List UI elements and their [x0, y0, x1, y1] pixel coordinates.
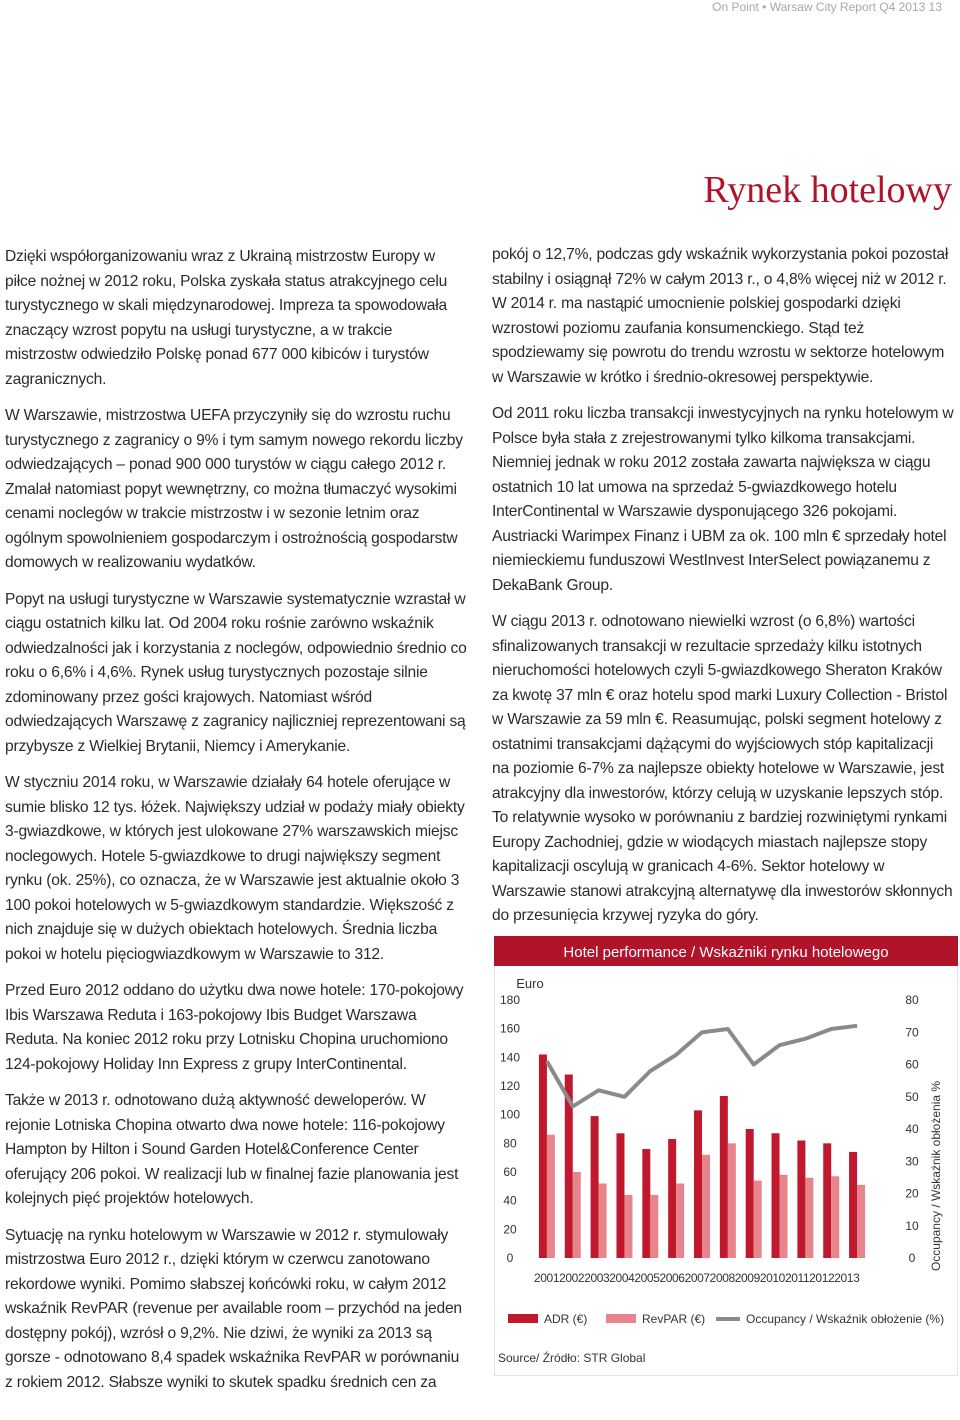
- right-column: [492, 243, 954, 941]
- left-column: [5, 245, 467, 1407]
- revpar-bar: [599, 1183, 607, 1258]
- paragraph: Sytuację na rynku hotelowym w Warszawie w 2012 r. stymulowały mistrzostwa Euro 2012 r., dzięki którym w czerwcu zanotowano rekordowe wyniki. Pomimo słabszej końcówki roku, w całym 2012 wskaźnik RevPAR (revenue per available room – przychód na jeden dostępny pokój), wzrósł o 9,2%. Nie dziwi, że wyniki za 2013 są gorsze - odnotowano 8,4 spadek wskaźnika RevPAR w porównaniu z rokiem 2012. Słabsze wyniki to skutek spadku średnich cen za: [5, 1226, 462, 1391]
- y-tick-left: 180: [499, 993, 521, 1007]
- adr-bar: [849, 1152, 857, 1258]
- y-tick-right: 10: [905, 1218, 919, 1233]
- occupancy-line: [547, 1026, 857, 1107]
- paragraph: W Warszawie, mistrzostwa UEFA przyczyniły się do wzrostu ruchu turystycznego z zagranicy o 9% i tym samym nowego rekordu liczby odwiedzających – ponad 900 000 turystów w ciągu całego 2012 r. Zmalał natomiast popyt wewnętrzny, co można tłumaczyć wysokimi cenami noclegów w trakcie mistrzostw i w sezonie letnim oraz ogólnym spowolnieniem gospodarczym i ostrożnością gospodarstw domowych w realizowaniu wydatków.: [5, 407, 463, 571]
- y-tick-left: 140: [499, 1050, 521, 1065]
- paragraph: Od 2011 roku liczba transakcji inwestycyjnych na rynku hotelowym w Polsce była stała z zrejestrowanymi tylko kilkoma transakcjami. Niemniej jednak w roku 2012 została zawarta największa w ciągu ostatnich 10 lat umowa na sprzedaż 5-gwiazdkowego hotelu InterContinental w Warszawie dysponującego 326 pokojami. Austriacki Warimpex Finanz i UBM za ok. 100 mln € sprzedały hotel niemieckiemu funduszowi WestInvest InterSelect powiązanemu z DekaBank Group.: [492, 405, 954, 594]
- y-tick-right: 0: [908, 1251, 916, 1265]
- section-title: Rynek hotelowy: [703, 169, 952, 211]
- adr-bar: [616, 1133, 624, 1258]
- x-axis-categories: 2001200220032004200520062007200820092010201120122013: [534, 1271, 860, 1285]
- y-tick-right: 30: [905, 1154, 919, 1169]
- chart-source: Source/ Źródło: STR Global: [498, 1351, 646, 1365]
- revpar-bar: [650, 1195, 658, 1258]
- chart-svg: [494, 936, 958, 1376]
- y-tick-right: 80: [905, 993, 919, 1007]
- y-tick-left: 40: [503, 1193, 517, 1208]
- adr-bar: [591, 1116, 599, 1258]
- revpar-bar: [676, 1183, 684, 1258]
- revpar-bar: [573, 1172, 581, 1258]
- revpar-bar: [780, 1175, 788, 1258]
- legend-label-occupancy: Occupancy / Wskaźnik obłożenie (%): [746, 1312, 945, 1326]
- paragraph: pokój o 12,7%, podczas gdy wskaźnik wykorzystania pokoi pozostał stabilny i osiągnął 72% w całym 2013 r., o 4,8% więcej niż w 2012 r. W 2014 r. ma nastąpić umocnienie polskiej gospodarki dzięki wzrostowi poziomu zaufania konsumenckiego. Stąd też spodziewamy się powrotu do trendu wzrostu w sektorze hotelowym w Warszawie w krótko i średnio-okresowej perspektywie.: [492, 246, 949, 386]
- adr-bar: [746, 1129, 754, 1258]
- chart-title: Hotel performance / Wskaźniki rynku hotelowego: [563, 944, 889, 961]
- y-tick-left: 100: [499, 1107, 521, 1122]
- revpar-bar: [702, 1155, 710, 1258]
- hotel-performance-chart: [494, 936, 958, 1376]
- paragraph: Dzięki współorganizowaniu wraz z Ukrainą mistrzostw Europy w piłce nożnej w 2012 roku, Polska zyskała status atrakcyjnego celu turystycznego w skali międzynarodowej. Impreza ta spowodowała znaczący wzrost popytu na usługi turystyczne, a w trakcie mistrzostw odwiedziło Polskę ponad 677 000 kibiców i turystów zagranicznych.: [5, 248, 448, 388]
- revpar-bar: [728, 1143, 736, 1258]
- revpar-bar: [754, 1181, 762, 1258]
- adr-bar: [642, 1149, 650, 1258]
- legend-swatch-revpar: [606, 1314, 636, 1323]
- paragraph: Także w 2013 r. odnotowano dużą aktywność deweloperów. W rejonie Lotniska Chopina otwarto dwa nowe hotele: 116-pokojowy Hampton by Hilton i Sound Garden Hotel&Conference Center oferujący 206 pokoi. W realizacji lub w finalnej fazie planowania jest kolejnych pięć projektów hotelowych.: [5, 1092, 459, 1207]
- y-tick-right: 40: [905, 1122, 919, 1136]
- adr-bar: [823, 1143, 831, 1258]
- legend-label-revpar: RevPAR (€): [642, 1312, 706, 1326]
- revpar-bar: [547, 1135, 555, 1258]
- adr-bar: [772, 1133, 780, 1258]
- y-tick-right: 60: [905, 1057, 919, 1072]
- running-header: [0, 0, 960, 22]
- y-tick-left: 160: [499, 1021, 521, 1036]
- paragraph: W styczniu 2014 roku, w Warszawie działały 64 hotele oferujące w sumie blisko 12 tys. łóżek. Największy udział w podaży miały obiekty 3-gwiazdkowe, w których jest ulokowane 27% warszawskich miejsc noclegowych. Hotele 5-gwiazdkowe to drugi największy segment rynku (ok. 25%), co oznacza, że w Warszawie jest aktualnie około 3 100 pokoi hotelowych w 5-gwiazdkowym standardzie. Większość z nich znajduje się w dużych obiektach hotelowych. Średnia liczba pokoi w hotelu pięciogwiazdkowym w Warszawie to 312.: [5, 774, 465, 963]
- adr-bar: [668, 1139, 676, 1258]
- legend-label-adr: ADR (€): [544, 1312, 588, 1326]
- y-tick-right: 20: [905, 1186, 919, 1201]
- y-tick-left: 20: [503, 1222, 517, 1237]
- paragraph: Przed Euro 2012 oddano do użytku dwa nowe hotele: 170-pokojowy Ibis Warszawa Reduta i 163-pokojowy Ibis Budget Warszawa Reduta. Na koniec 2012 roku przy Lotnisku Chopina uruchomiono 124-pokojowy Holiday Inn Express z grupy InterContinental.: [5, 982, 464, 1073]
- y-tick-right: 70: [905, 1025, 919, 1040]
- paragraph: W ciągu 2013 r. odnotowano niewielki wzrost (o 6,8%) wartości sfinalizowanych transakcji w rezultacie sprzedaży kilku istotnych nieruchomości hotelowych czyli 5-gwiazdkowego Sheraton Kraków za kwotę 37 mln € oraz hotelu spod marki Luxury Collection - Bristol w Warszawie za 59 mln €. Reasumując, polski segment hotelowy z ostatnimi transakcjami dążącymi do wyjściowych stóp kapitalizacji na poziomie 6-7% za najlepsze obiekty hotelowe w Warszawie, jest atrakcyjny dla inwestorów, którzy celują w uzyskanie lepszych stóp. To relatywnie wysoko w porównaniu z bardziej rozwiniętymi rynkami Europy Zachodniej, gdzie w wiodących miastach najlepsze stopy kapitalizacji oscylują w granicach 4-6%. Sektor hotelowy w Warszawie stanowi atrakcyjną alternatywę dla inwestorów skłonnych do przesunięcia krzywej ryzyka do góry.: [492, 613, 953, 924]
- y-tick-left: 60: [503, 1165, 517, 1179]
- y-tick-right: 50: [905, 1089, 919, 1104]
- y-axis-right-label: Occupancy / Wskaźnik obłożenia %: [929, 1080, 943, 1272]
- adr-bar: [720, 1096, 728, 1258]
- y-tick-left: 0: [506, 1251, 514, 1265]
- adr-bar: [539, 1054, 547, 1258]
- y-tick-left: 80: [503, 1136, 517, 1151]
- y-tick-left: 120: [499, 1079, 521, 1093]
- running-header-text: On Point • Warsaw City Report Q4 2013 13: [712, 0, 942, 14]
- revpar-bar: [805, 1178, 813, 1258]
- revpar-bar: [857, 1185, 865, 1258]
- revpar-bar: [831, 1176, 839, 1258]
- revpar-bar: [624, 1195, 632, 1258]
- adr-bar: [694, 1110, 702, 1258]
- adr-bar: [797, 1140, 805, 1258]
- y-axis-left-label: Euro: [516, 976, 544, 991]
- paragraph: Popyt na usługi turystyczne w Warszawie systematycznie wzrastał w ciągu ostatnich kilku lat. Od 2004 roku rośnie zarówno wskaźnik odwiedzalności jak i korzystania z noclegów, odpowiednio średnio co roku o 6,6% i 4,6%. Rynek usług turystycznych pozostaje silnie zdominowany przez gości krajowych. Natomiast wśród odwiedzających Warszawę z zagranicy najliczniej reprezentowani są przybysze z Wielkiej Brytanii, Niemcy i Amerykanie.: [5, 590, 467, 755]
- legend-swatch-adr: [508, 1314, 538, 1323]
